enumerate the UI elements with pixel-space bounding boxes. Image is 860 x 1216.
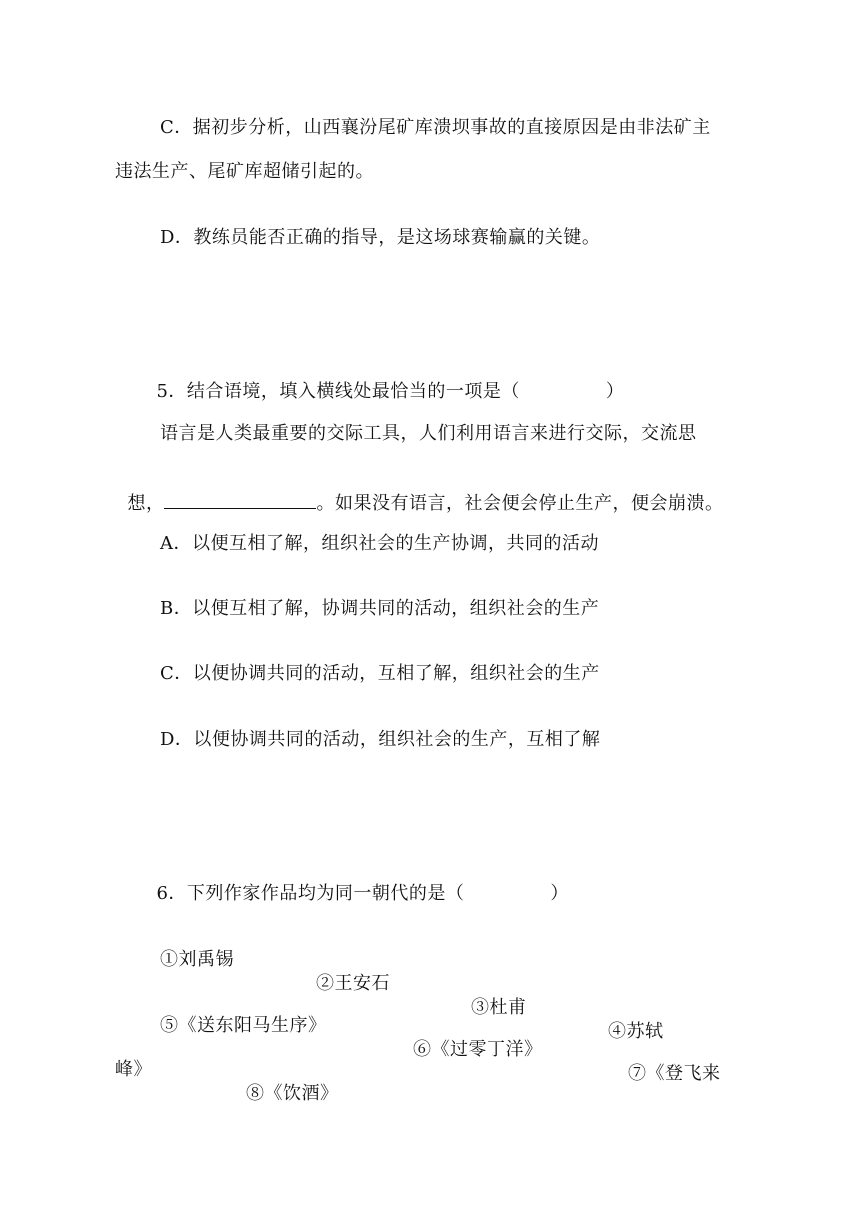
q6-author-4: ④苏轼	[608, 1021, 664, 1042]
q5-stem	[144, 356, 624, 404]
q6-author-1: ①刘禹锡	[160, 949, 234, 970]
q5-passage-prefix: 想，	[127, 493, 165, 514]
q5-option-d: D．以便协调共同的活动，组织社会的生产，互相了解	[160, 729, 601, 750]
q5-option-a: A．以便互相了解，组织社会的生产协调，共同的活动	[160, 533, 599, 554]
q5-fill-blank[interactable]	[164, 490, 316, 509]
q6-work-7-part2: 峰》	[115, 1059, 152, 1080]
q5-option-c: C．以便协调共同的活动，互相了解，组织社会的生产	[160, 663, 600, 684]
q6-work-5: ⑤《送东阳马生序》	[160, 1015, 327, 1036]
q6-work-6: ⑥《过零丁洋》	[413, 1039, 543, 1060]
q5-stem-close: ）	[605, 381, 625, 402]
q6-stem-close: ）	[550, 883, 569, 904]
q5-passage-line2	[115, 466, 723, 516]
q6-stem	[144, 858, 569, 906]
q5-passage-line1: 语言是人类最重要的交际工具，人们利用语言来进行交际，交流思	[160, 423, 697, 444]
q6-author-2: ②王安石	[316, 973, 390, 994]
q4-option-d: D．教练员能否正确的指导，是这场球赛输赢的关键。	[160, 227, 601, 248]
q6-stem-text: 6．下列作家作品均为同一朝代的是（	[156, 883, 465, 904]
q4-option-c-line1: C．据初步分析，山西襄汾尾矿库溃坝事故的直接原因是由非法矿主	[160, 117, 711, 138]
q5-passage-suffix: 。如果没有语言，社会便会停止生产，便会崩溃。	[316, 493, 724, 514]
q6-work-7-part1: ⑦《登飞来	[628, 1063, 721, 1084]
q4-option-c-line2: 违法生产、尾矿库超储引起的。	[115, 161, 374, 182]
q5-stem-text: 5．结合语境，填入横线处最恰当的一项是（	[156, 381, 520, 402]
q5-option-b: B．以便互相了解，协调共同的活动，组织社会的生产	[160, 598, 600, 619]
q6-author-3: ③杜甫	[471, 997, 527, 1018]
q6-work-8: ⑧《饮酒》	[246, 1083, 339, 1104]
